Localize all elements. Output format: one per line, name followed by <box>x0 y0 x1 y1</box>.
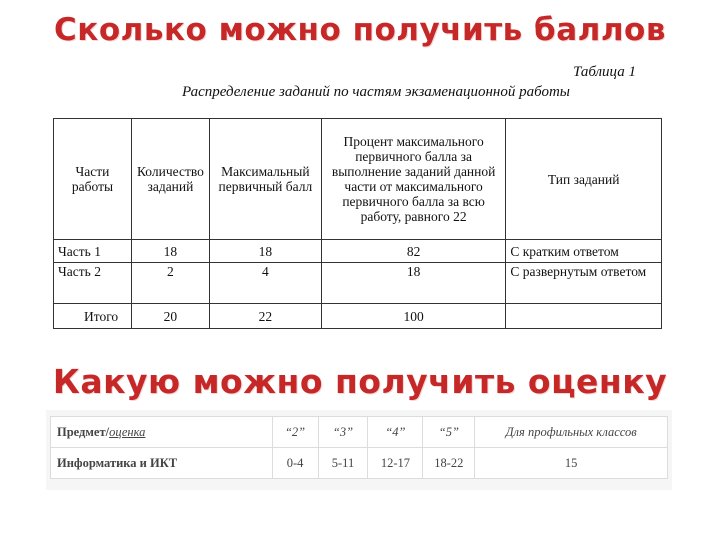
header-task-type: Тип заданий <box>506 119 662 240</box>
table1-number: Таблица 1 <box>573 64 636 80</box>
cell-percent: 82 <box>321 240 506 263</box>
cell-part: Часть 1 <box>54 240 132 263</box>
table-row <box>54 240 662 263</box>
table1-title: Распределение заданий по частям экзаменационной работы <box>182 84 570 100</box>
cell-total-type <box>506 304 662 329</box>
table-header-row <box>54 119 662 240</box>
grade-table <box>50 416 668 479</box>
cell-grade-3: 5-11 <box>318 448 368 479</box>
table-row <box>54 263 662 304</box>
header-subject: Предмет/оценка <box>51 417 273 448</box>
header-max-score: Максимальный первичный балл <box>209 119 321 240</box>
header-grade-3: “3” <box>318 417 368 448</box>
cell-part: Часть 2 <box>54 263 132 304</box>
header-grade-4: “4” <box>368 417 423 448</box>
cell-count: 18 <box>131 240 209 263</box>
cell-grade-5: 18-22 <box>423 448 475 479</box>
header-parts: Части работы <box>54 119 132 240</box>
cell-subject: Информатика и ИКТ <box>51 448 273 479</box>
grade-header-row <box>51 417 668 448</box>
cell-type: С кратким ответом <box>506 240 662 263</box>
table-total-row <box>54 304 662 329</box>
table-row <box>51 448 668 479</box>
header-grade-2: “2” <box>272 417 318 448</box>
cell-grade-2: 0-4 <box>272 448 318 479</box>
cell-max: 4 <box>209 263 321 304</box>
cell-type: С развернутым ответом <box>506 263 662 304</box>
cell-grade-4: 12-17 <box>368 448 423 479</box>
heading-points: Сколько можно получить баллов <box>54 12 666 48</box>
exam-distribution-table <box>53 118 662 329</box>
grade-table-frame <box>46 410 672 490</box>
cell-percent: 18 <box>321 263 506 304</box>
cell-total-max: 22 <box>209 304 321 329</box>
cell-total-count: 20 <box>131 304 209 329</box>
header-count: Количество заданий <box>131 119 209 240</box>
cell-count: 2 <box>131 263 209 304</box>
heading-grade: Какую можно получить оценку <box>52 362 668 401</box>
cell-profile: 15 <box>475 448 668 479</box>
cell-total-percent: 100 <box>321 304 506 329</box>
cell-total-label: Итого <box>54 304 132 329</box>
header-grade-5: “5” <box>423 417 475 448</box>
cell-max: 18 <box>209 240 321 263</box>
header-percent: Процент максимального первичного балла за выполнение заданий данной части от максимального первичного балла за всю работу, равного 22 <box>321 119 506 240</box>
header-profile: Для профильных классов <box>475 417 668 448</box>
